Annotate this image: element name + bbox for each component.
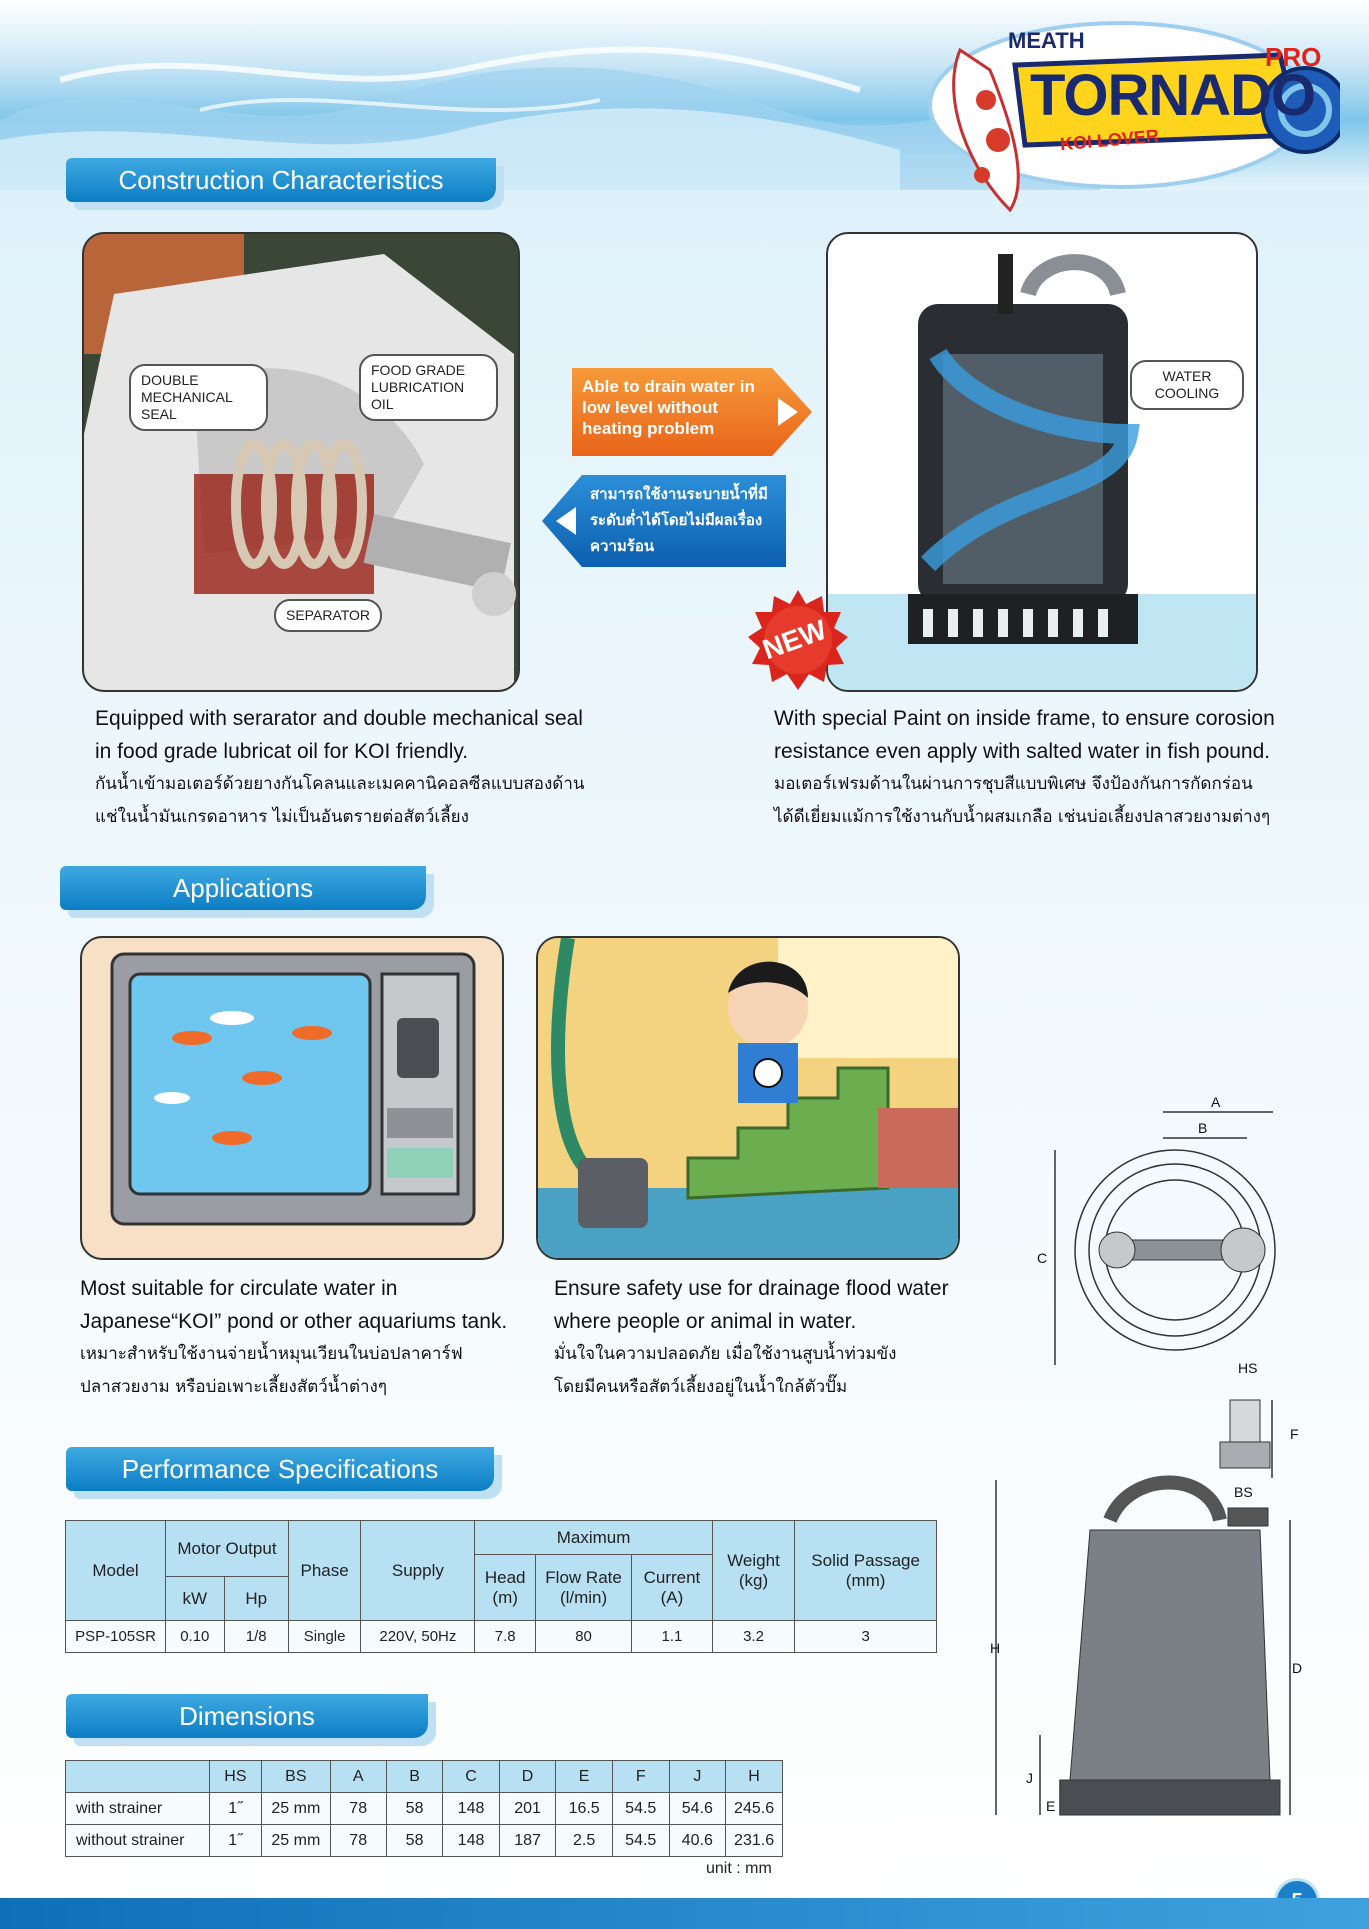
th-current-unit: (A) (660, 1587, 684, 1607)
applications-right-th-1: มั่นใจในความปลอดภัย เมื่อใช้งานสูบน้ำท่วมขัง (554, 1344, 897, 1364)
applications-left-text (80, 1272, 530, 1404)
dim-td: with strainer (66, 1793, 210, 1825)
construction-left-en-1: Equipped with serarator and double mechanical seal (95, 707, 583, 730)
th-maximum: Maximum (475, 1521, 712, 1555)
th-supply: Supply (361, 1521, 475, 1621)
th-current (632, 1555, 713, 1621)
td-weight: 3.2 (712, 1621, 795, 1653)
dim-label-h: H (990, 1640, 1001, 1656)
applications-right-en-2: where people or animal in water. (554, 1310, 857, 1333)
dim-th: B (386, 1761, 442, 1793)
th-weight-label: Weight (727, 1550, 780, 1570)
th-hp: Hp (224, 1577, 288, 1621)
dim-td: 148 (443, 1793, 500, 1825)
pump-cutaway-image (826, 232, 1258, 692)
dim-label-a: A (1211, 1094, 1221, 1110)
dim-td: 25 mm (262, 1825, 330, 1857)
side-view-drawing (990, 1360, 1310, 1830)
td-hp: 1/8 (224, 1621, 288, 1653)
construction-right-text (774, 702, 1334, 834)
construction-right-th-1: มอเตอร์เฟรมด้านในผ่านการชุบสีแบบพิเศษ จึงป้องกันการกัดกร่อน (774, 774, 1253, 794)
dimensions-banner: Dimensions (66, 1694, 428, 1738)
callout-separator: SEPARATOR (274, 599, 382, 632)
performance-row (66, 1621, 937, 1653)
dim-td: 148 (443, 1825, 500, 1857)
performance-table (65, 1520, 937, 1653)
th-solid-label: Solid Passage (811, 1550, 920, 1570)
dim-td: 78 (330, 1793, 386, 1825)
dimensions-table (65, 1760, 783, 1857)
applications-right-text (554, 1272, 994, 1404)
orange-arrow (572, 368, 812, 456)
th-model: Model (66, 1521, 166, 1621)
dim-td: 54.5 (612, 1825, 669, 1857)
dim-td: 40.6 (669, 1825, 726, 1857)
new-badge (748, 590, 848, 690)
td-supply: 220V, 50Hz (361, 1621, 475, 1653)
dim-td: 245.6 (726, 1793, 783, 1825)
td-current: 1.1 (632, 1621, 713, 1653)
td-solid: 3 (795, 1621, 937, 1653)
th-kw: kW (166, 1577, 225, 1621)
dim-label-c: C (1037, 1250, 1048, 1266)
blue-arrow-text: สามารถใช้งานระบายน้ำที่มีระดับต่ำได้โดยไม่มีผลเรื่องความร้อน (590, 485, 768, 555)
dim-row-without-strainer (66, 1825, 783, 1857)
th-head (475, 1555, 536, 1621)
dim-th: H (726, 1761, 783, 1793)
dimensions-unit: unit : mm (706, 1860, 772, 1877)
dim-th: J (669, 1761, 726, 1793)
construction-banner: Construction Characteristics (66, 158, 496, 202)
dim-th: E (556, 1761, 613, 1793)
construction-right-en-1: With special Paint on inside frame, to ensure corosion (774, 707, 1275, 730)
td-kw: 0.10 (166, 1621, 225, 1653)
seal-cutaway-image (82, 232, 520, 692)
applications-left-en-2: Japanese“KOI” pond or other aquariums tank. (80, 1310, 508, 1333)
dim-td: 201 (499, 1793, 556, 1825)
dim-label-bs: BS (1234, 1484, 1253, 1500)
dim-td: 54.6 (669, 1793, 726, 1825)
th-weight (712, 1521, 795, 1621)
applications-left-en-1: Most suitable for circulate water in (80, 1277, 398, 1300)
td-flow: 80 (536, 1621, 632, 1653)
th-head-unit: (m) (492, 1587, 518, 1607)
construction-left-text (95, 702, 655, 834)
applications-left-th-2: ปลาสวยงาม หรือบ่อเพาะเลี้ยงสัตว์น้ำต่างๆ (80, 1377, 387, 1397)
dim-td: without strainer (66, 1825, 210, 1857)
dim-td: 2.5 (556, 1825, 613, 1857)
orange-arrow-text: Able to drain water in low level without heating problem (582, 377, 755, 438)
dim-td: 25 mm (262, 1793, 330, 1825)
construction-right-en-2: resistance even apply with salted water in fish pound. (774, 740, 1271, 763)
new-badge-text: NEW (758, 613, 831, 666)
dim-th: A (330, 1761, 386, 1793)
blue-arrow (542, 475, 786, 567)
construction-left-en-2: in food grade lubricat oil for KOI friendly. (95, 740, 469, 763)
th-flow (536, 1555, 632, 1621)
dim-label-f: F (1290, 1426, 1299, 1442)
dim-td: 58 (386, 1825, 442, 1857)
applications-banner: Applications (60, 866, 426, 910)
th-flow-label: Flow Rate (545, 1567, 622, 1587)
flood-illustration (536, 936, 960, 1260)
td-head: 7.8 (475, 1621, 536, 1653)
brand-pro: PRO (1265, 42, 1322, 72)
th-solid-passage (795, 1521, 937, 1621)
th-weight-unit: (kg) (738, 1570, 769, 1590)
dim-row-with-strainer (66, 1793, 783, 1825)
dim-td: 187 (499, 1825, 556, 1857)
dim-td: 54.5 (612, 1793, 669, 1825)
callout-oil: FOOD GRADE LUBRICATION OIL (359, 354, 498, 421)
construction-right-th-2: ได้ดีเยี่ยมแม้การใช้งานกับน้ำผสมเกลือ เช่นบ่อเลี้ยงปลาสวยงามต่างๆ (774, 807, 1271, 827)
dim-td: 1˝ (209, 1825, 262, 1857)
td-phase: Single (288, 1621, 361, 1653)
performance-banner: Performance Specifications (66, 1447, 494, 1491)
applications-right-en-1: Ensure safety use for drainage flood water (554, 1277, 949, 1300)
top-view-drawing (1035, 1090, 1295, 1370)
applications-left-th-1: เหมาะสำหรับใช้งานจ่ายน้ำหมุนเวียนในบ่อปลาคาร์ฟ (80, 1344, 463, 1364)
dim-th: F (612, 1761, 669, 1793)
th-phase: Phase (288, 1521, 361, 1621)
dim-label-j: J (1026, 1770, 1033, 1786)
dim-label-hs: HS (1238, 1360, 1258, 1376)
callout-seal: DOUBLE MECHANICAL SEAL (129, 364, 268, 431)
aquarium-illustration (80, 936, 504, 1260)
dim-th (66, 1761, 210, 1793)
construction-left-th-1: กันน้ำเข้ามอเตอร์ด้วยยางกันโคลนและเมคคานิคอลซีลแบบสองด้าน (95, 774, 585, 794)
th-flow-unit: (l/min) (559, 1587, 608, 1607)
dim-td: 231.6 (726, 1825, 783, 1857)
applications-right-th-2: โดยมีคนหรือสัตว์เลี้ยงอยู่ในน้ำใกล้ตัวปั๊ม (554, 1377, 848, 1397)
bottom-bar (0, 1898, 1369, 1929)
brand-name: TORNADO (1030, 63, 1316, 128)
dim-td: 58 (386, 1793, 442, 1825)
dim-label-b: B (1198, 1120, 1208, 1136)
th-current-label: Current (643, 1567, 701, 1587)
dim-th: HS (209, 1761, 262, 1793)
dim-td: 78 (330, 1825, 386, 1857)
td-model: PSP-105SR (66, 1621, 166, 1653)
th-solid-unit: (mm) (845, 1570, 886, 1590)
dim-td: 1˝ (209, 1793, 262, 1825)
brand-logo (920, 10, 1340, 230)
dim-header-row (66, 1761, 783, 1793)
dim-th: C (443, 1761, 500, 1793)
th-head-label: Head (484, 1567, 526, 1587)
callout-water-cooling: WATER COOLING (1130, 360, 1244, 410)
brand-top-text: MEATH (1008, 28, 1085, 53)
dim-th: BS (262, 1761, 330, 1793)
brand-tagline: KOI LOVER (1059, 125, 1160, 155)
dim-td: 16.5 (556, 1793, 613, 1825)
dim-th: D (499, 1761, 556, 1793)
dim-label-d: D (1292, 1660, 1303, 1676)
construction-left-th-2: แช่ในน้ำมันเกรดอาหาร ไม่เป็นอันตรายต่อสัตว์เลี้ยง (95, 807, 469, 827)
th-motor-output: Motor Output (166, 1521, 289, 1577)
dim-label-e: E (1046, 1798, 1056, 1814)
